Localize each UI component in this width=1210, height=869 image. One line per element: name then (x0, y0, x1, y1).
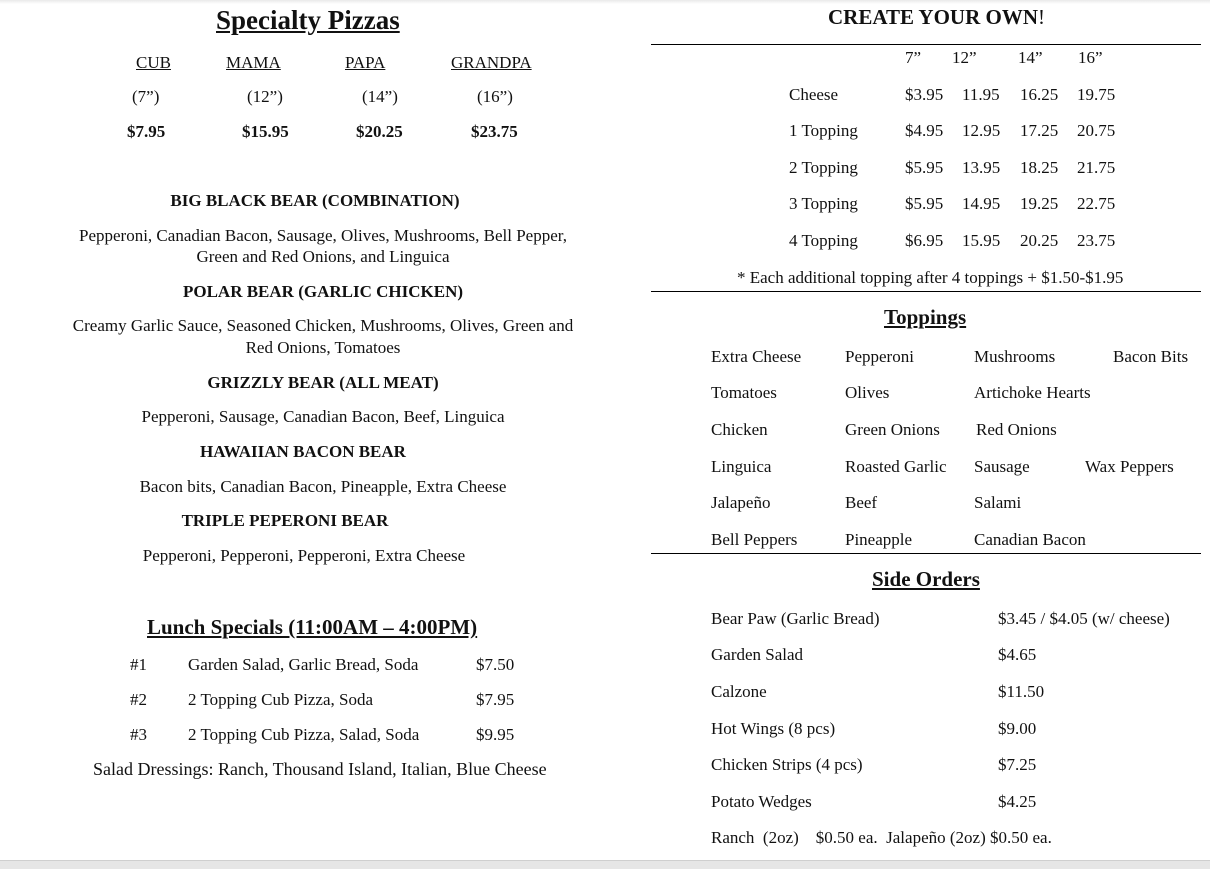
create-price: 19.75 (1077, 85, 1116, 104)
pizza-desc-line2: Green and Red Onions, and Linguica (196, 247, 450, 266)
lunch-item-desc: 2 Topping Cub Pizza, Soda (188, 690, 374, 709)
side-item-name: Calzone (711, 682, 767, 701)
lunch-item-number: #1 (130, 655, 147, 674)
side-item-name: Garden Salad (711, 645, 804, 664)
topping-item: Canadian Bacon (974, 530, 1086, 549)
side-item-name: Bear Paw (Garlic Bread) (711, 609, 880, 628)
topping-item: Extra Cheese (711, 347, 802, 366)
topping-item: Olives (845, 383, 890, 402)
pizza-desc-line2: Red Onions, Tomatoes (245, 338, 401, 357)
create-price: 22.75 (1077, 194, 1116, 213)
salad-dressings: Salad Dressings: Ranch, Thousand Island, Italian, Blue Cheese (93, 759, 547, 779)
side-item-price: $9.00 (998, 719, 1037, 738)
size-price-cub: $7.95 (127, 122, 166, 141)
create-price: $5.95 (905, 194, 944, 213)
pizza-desc-line1: Creamy Garlic Sauce, Seasoned Chicken, Mushrooms, Olives, Green and (72, 316, 574, 335)
pizza-desc-line1: Pepperoni, Sausage, Canadian Bacon, Beef, Linguica (141, 407, 505, 426)
create-price: 18.25 (1020, 158, 1059, 177)
create-title-text: CREATE YOUR OWN (828, 5, 1039, 29)
side-item-name: Potato Wedges (711, 792, 812, 811)
topping-item: Salami (974, 493, 1022, 512)
create-row-label: 1 Topping (789, 121, 858, 140)
create-price: $5.95 (905, 158, 944, 177)
pizza-desc-line1: Pepperoni, Pepperoni, Pepperoni, Extra Cheese (142, 546, 466, 565)
size-price-papa: $20.25 (356, 122, 403, 141)
size-inches-cub: (7”) (132, 87, 160, 106)
lunch-item-price: $9.95 (476, 725, 515, 744)
topping-item: Pineapple (845, 530, 913, 549)
create-row-label: 4 Topping (789, 231, 858, 250)
pizza-name: TRIPLE PEPERONI BEAR (181, 511, 389, 530)
topping-item: Bell Peppers (711, 530, 798, 549)
side-item-price: $4.65 (998, 645, 1037, 664)
divider (651, 291, 1201, 292)
page-top-edge (0, 0, 1210, 4)
side-item-name: Chicken Strips (4 pcs) (711, 755, 863, 774)
specialty-pizzas-title: Specialty Pizzas (216, 5, 400, 35)
lunch-item-price: $7.50 (476, 655, 515, 674)
topping-item: Mushrooms (974, 347, 1056, 366)
topping-item: Chicken (711, 420, 768, 439)
topping-item: Green Onions (845, 420, 940, 439)
size-name-cub: CUB (136, 53, 171, 72)
lunch-item-price: $7.95 (476, 690, 515, 709)
size-name-papa: PAPA (345, 53, 386, 72)
create-size-14: 14” (1018, 48, 1043, 67)
size-price-grandpa: $23.75 (471, 122, 518, 141)
pizza-desc-line1: Bacon bits, Canadian Bacon, Pineapple, Extra Cheese (139, 477, 507, 496)
create-price: 20.75 (1077, 121, 1116, 140)
size-name-grandpa: GRANDPA (451, 53, 532, 72)
topping-item: Tomatoes (711, 383, 777, 402)
pizza-name: POLAR BEAR (GARLIC CHICKEN) (182, 282, 464, 301)
lunch-item-number: #2 (130, 690, 147, 709)
size-name-mama: MAMA (226, 53, 281, 72)
create-size-7: 7” (905, 48, 922, 67)
create-price: 23.75 (1077, 231, 1116, 250)
additional-topping-note: * Each additional topping after 4 toppings + $1.50-$1.95 (737, 268, 1124, 287)
create-row-label: 2 Topping (789, 158, 858, 177)
create-row-label: Cheese (789, 85, 839, 104)
side-item-price: $3.45 / $4.05 (w/ cheese) (998, 609, 1170, 628)
topping-item: Jalapeño (711, 493, 771, 512)
topping-item: Red Onions (976, 420, 1057, 439)
lunch-specials-title: Lunch Specials (11:00AM – 4:00PM) (147, 615, 478, 639)
size-inches-mama: (12”) (247, 87, 283, 106)
side-item-price: $11.50 (998, 682, 1045, 701)
create-your-own-title (828, 5, 1045, 30)
pizza-desc-line1: Pepperoni, Canadian Bacon, Sausage, Olives, Mushrooms, Bell Pepper, (79, 226, 567, 245)
topping-item: Pepperoni (845, 347, 914, 366)
create-size-16: 16” (1078, 48, 1103, 67)
divider (651, 44, 1201, 45)
pizza-name: HAWAIIAN BACON BEAR (200, 442, 406, 461)
side-item-price: $7.25 (998, 755, 1037, 774)
create-price: $3.95 (905, 85, 944, 104)
pizza-name: BIG BLACK BEAR (COMBINATION) (170, 191, 460, 210)
create-price: $6.95 (905, 231, 944, 250)
create-price: 21.75 (1077, 158, 1116, 177)
size-inches-grandpa: (16”) (477, 87, 513, 106)
create-price: 15.95 (962, 231, 1001, 250)
topping-item: Wax Peppers (1085, 457, 1174, 476)
lunch-item-desc: Garden Salad, Garlic Bread, Soda (188, 655, 419, 674)
side-item-name: Hot Wings (8 pcs) (711, 719, 836, 738)
topping-item: Bacon Bits (1113, 347, 1189, 366)
topping-item: Beef (845, 493, 878, 512)
topping-item: Sausage (974, 457, 1030, 476)
create-price: 17.25 (1020, 121, 1059, 140)
lunch-item-number: #3 (130, 725, 147, 744)
create-price: 13.95 (962, 158, 1001, 177)
create-price: 20.25 (1020, 231, 1059, 250)
side-orders-title: Side Orders (872, 567, 980, 591)
create-price: 11.95 (962, 85, 1000, 104)
divider (651, 553, 1201, 554)
create-price: $4.95 (905, 121, 944, 140)
side-extras: Ranch (2oz) $0.50 ea. Jalapeño (2oz) $0.50 ea. (711, 828, 1052, 847)
create-size-12: 12” (952, 48, 977, 67)
create-row-label: 3 Topping (789, 194, 858, 213)
size-inches-papa: (14”) (362, 87, 398, 106)
topping-item: Linguica (711, 457, 772, 476)
create-title-exclamation: ! (1038, 5, 1046, 29)
topping-item: Roasted Garlic (845, 457, 947, 476)
toppings-title: Toppings (884, 305, 967, 329)
create-price: 16.25 (1020, 85, 1059, 104)
create-price: 12.95 (962, 121, 1001, 140)
create-price: 19.25 (1020, 194, 1059, 213)
create-price: 14.95 (962, 194, 1001, 213)
topping-item: Artichoke Hearts (974, 383, 1091, 402)
lunch-item-desc: 2 Topping Cub Pizza, Salad, Soda (188, 725, 420, 744)
size-price-mama: $15.95 (242, 122, 289, 141)
side-item-price: $4.25 (998, 792, 1037, 811)
pizza-name: GRIZZLY BEAR (ALL MEAT) (207, 373, 439, 392)
